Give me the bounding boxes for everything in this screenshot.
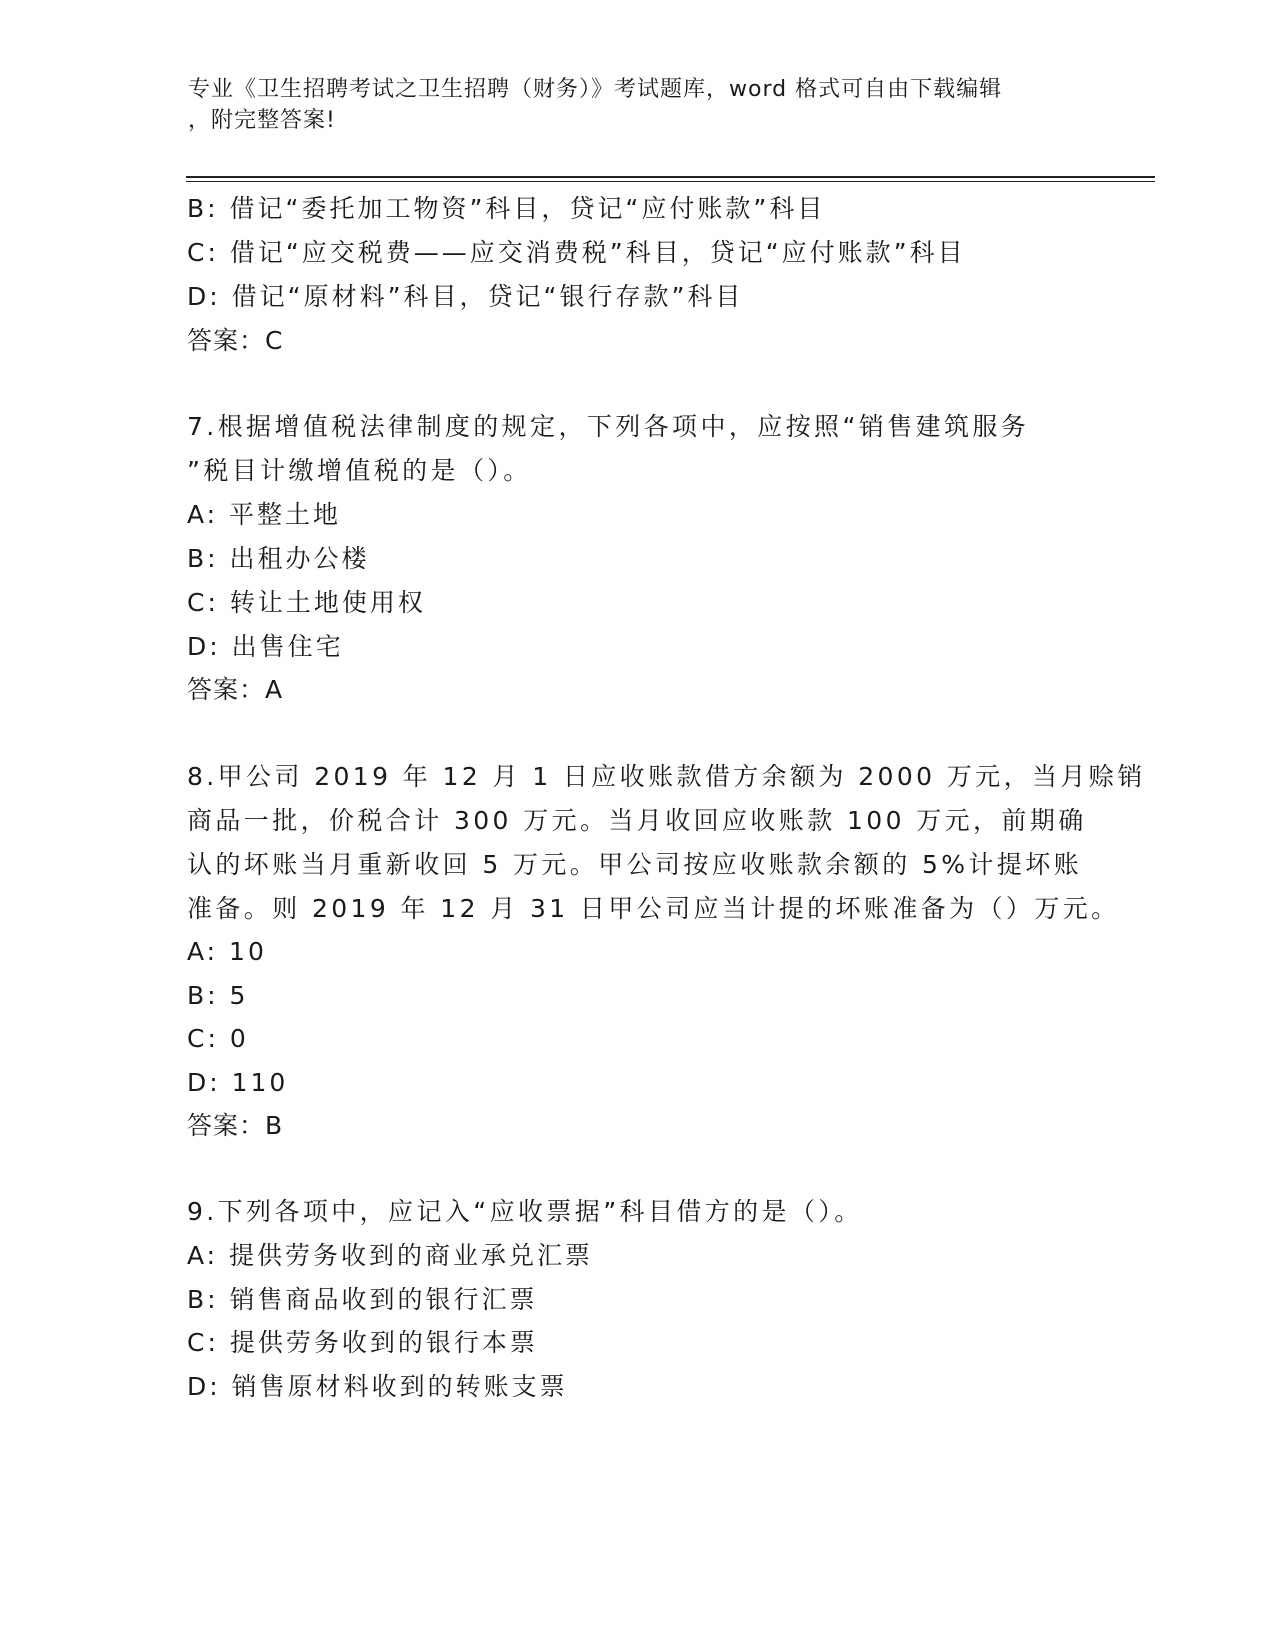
question-9-text-line-1: 9.下列各项中，应记入“应收票据”科目借方的是（）。	[187, 1197, 863, 1226]
option-d: D: 借记“原材料”科目，贷记“银行存款”科目	[187, 282, 744, 311]
question-7-option-c: C: 转让土地使用权	[187, 588, 426, 617]
question-8-text-line-3: 认的坏账当月重新收回 5 万元。甲公司按应收账款余额的 5%计提坏账	[187, 850, 1083, 879]
header-divider-thin	[186, 181, 1155, 182]
document-header	[188, 74, 1068, 136]
question-7-answer: 答案：A	[187, 675, 284, 704]
question-7-option-d: D: 出售住宅	[187, 632, 344, 661]
question-9-option-c: C: 提供劳务收到的银行本票	[187, 1328, 538, 1357]
question-7-option-a: A: 平整土地	[187, 500, 342, 529]
answer-line: 答案：C	[187, 326, 284, 355]
question-8-option-a: A: 10	[187, 937, 267, 966]
question-7-option-b: B: 出租办公楼	[187, 544, 370, 573]
question-8-answer: 答案：B	[187, 1111, 284, 1140]
header-title-line-1: 专业《卫生招聘考试之卫生招聘（财务）》考试题库，word 格式可自由下载编辑	[188, 77, 1003, 102]
question-8-text-line-4: 准备。则 2019 年 12 月 31 日甲公司应当计提的坏账准备为（）万元。	[187, 894, 1120, 923]
header-title-line-2: ，附完整答案!	[188, 108, 336, 133]
option-c: C: 借记“应交税费——应交消费税”科目，贷记“应付账款”科目	[187, 238, 966, 267]
header-divider-thick	[186, 176, 1155, 178]
question-9-option-b: B: 销售商品收到的银行汇票	[187, 1285, 538, 1314]
question-8-option-b: B: 5	[187, 981, 249, 1010]
question-8-option-d: D: 110	[187, 1068, 289, 1097]
question-7-text-line-1: 7.根据增值税法律制度的规定，下列各项中，应按照“销售建筑服务	[187, 412, 1030, 441]
question-8-text-line-2: 商品一批，价税合计 300 万元。当月收回应收账款 100 万元，前期确	[187, 806, 1087, 835]
question-8-option-c: C: 0	[187, 1024, 249, 1053]
question-9-option-d: D: 销售原材料收到的转账支票	[187, 1372, 568, 1401]
question-8-text-line-1: 8.甲公司 2019 年 12 月 1 日应收账款借方余额为 2000 万元，当月赊销	[187, 762, 1146, 791]
question-7-text-line-2: ”税目计缴增值税的是（）。	[187, 456, 532, 485]
question-9-option-a: A: 提供劳务收到的商业承兑汇票	[187, 1241, 594, 1270]
option-b: B: 借记“委托加工物资”科目，贷记“应付账款”科目	[187, 194, 826, 223]
